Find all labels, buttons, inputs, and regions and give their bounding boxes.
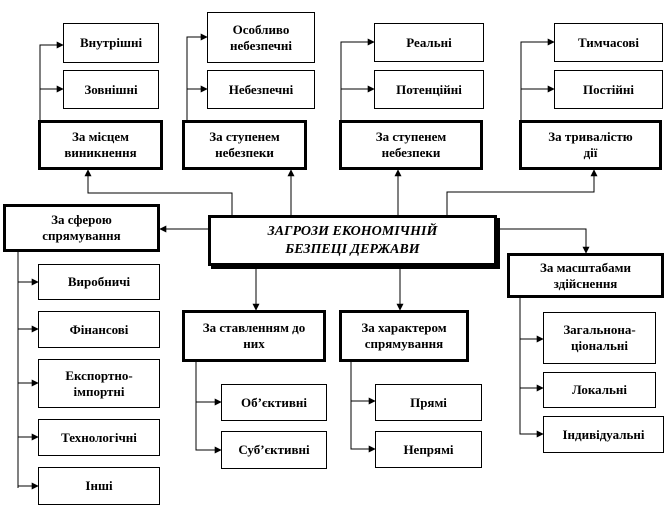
category-location: За місцем виникнення [38, 120, 163, 170]
item-indirect: Непрямі [375, 431, 482, 468]
item-especially-dangerous: Особливо небезпечні [207, 12, 315, 63]
item-production: Виробничі [38, 264, 160, 300]
center-node: ЗАГРОЗИ ЕКОНОМІЧНІЙ БЕЗПЕЦІ ДЕРЖАВИ [208, 215, 497, 266]
category-attitude: За ставленням до них [182, 310, 326, 362]
category-nature: За характером спрямування [339, 310, 469, 362]
item-temporary: Тимчасові [554, 23, 663, 62]
connector-scale-trunk [520, 298, 543, 434]
connector-nature-trunk [351, 362, 375, 449]
item-dangerous: Небезпечні [207, 70, 315, 109]
item-financial: Фінансові [38, 311, 160, 348]
category-scale: За масштабами здійснення [507, 253, 664, 298]
category-duration: За тривалістю дії [519, 120, 662, 170]
connector-location [40, 45, 63, 120]
item-technological: Технологічні [38, 419, 160, 456]
connector-center-duration [447, 170, 594, 215]
item-individual: Індивідуальні [543, 416, 664, 453]
item-potential: Потенційні [374, 70, 484, 109]
category-sphere: За сферою спрямування [3, 204, 160, 252]
item-external: Зовнішні [63, 70, 159, 109]
connector-attitude-trunk [196, 362, 221, 450]
item-internal: Внутрішні [63, 23, 159, 63]
item-subjective: Суб’єктивні [221, 431, 327, 469]
connector-danger [187, 37, 207, 120]
item-other: Інші [38, 467, 160, 505]
connector-duration [521, 42, 554, 120]
item-real: Реальні [374, 23, 484, 62]
category-danger: За ступенем небезпеки [182, 120, 307, 170]
item-objective: Об’єктивні [221, 384, 327, 421]
connector-center-scale [497, 229, 586, 253]
item-national: Загальнона- ціональні [543, 312, 656, 364]
item-local: Локальні [543, 372, 656, 408]
item-export-import: Експортно- імпортні [38, 359, 160, 408]
item-direct: Прямі [375, 384, 482, 421]
connector-reality [341, 42, 374, 120]
category-reality: За ступенем небезпеки [339, 120, 483, 170]
item-permanent: Постійні [554, 70, 663, 109]
